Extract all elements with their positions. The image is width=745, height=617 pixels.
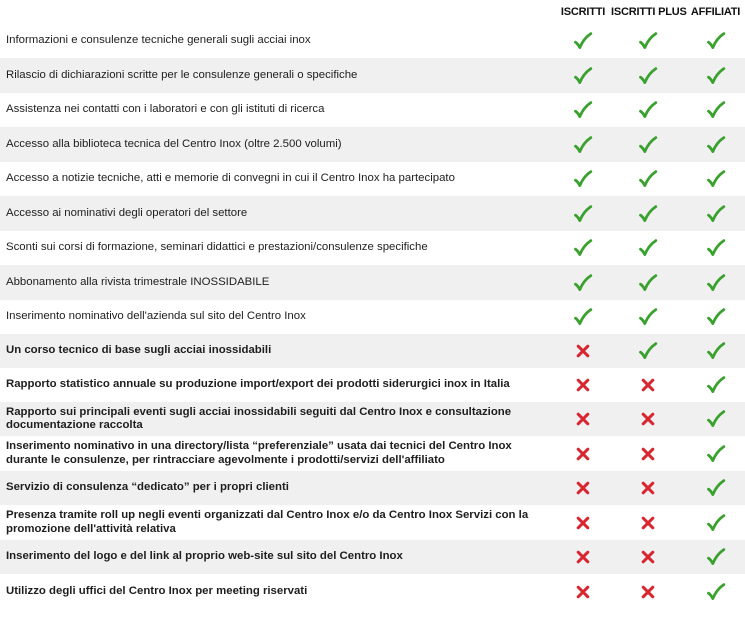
mark-affiliati bbox=[686, 93, 745, 127]
table-row-2 bbox=[0, 58, 745, 93]
mark-iscritti-plus bbox=[611, 505, 685, 540]
mark-iscritti-plus bbox=[611, 196, 685, 231]
check-icon bbox=[638, 273, 658, 293]
mark-iscritti bbox=[556, 58, 610, 93]
check-icon bbox=[638, 135, 658, 155]
feature-label bbox=[6, 127, 554, 162]
table-row-4 bbox=[0, 127, 745, 162]
check-icon bbox=[706, 341, 726, 361]
check-icon bbox=[638, 100, 658, 120]
mark-iscritti-plus bbox=[611, 574, 685, 609]
table-row-3 bbox=[0, 93, 745, 127]
mark-affiliati bbox=[686, 505, 745, 540]
feature-label-text: Accesso ai nominativi degli operatori del settore bbox=[6, 206, 248, 219]
mark-affiliati bbox=[686, 24, 745, 58]
table-row-12 bbox=[0, 402, 745, 436]
mark-iscritti bbox=[556, 265, 610, 300]
check-icon bbox=[638, 341, 658, 361]
mark-iscritti bbox=[556, 574, 610, 609]
feature-label bbox=[6, 436, 554, 471]
feature-label bbox=[6, 505, 554, 540]
feature-label-text: Accesso alla biblioteca tecnica del Centro Inox (oltre 2.500 volumi) bbox=[6, 137, 342, 150]
feature-label-text: Inserimento del logo e del link al proprio web-site sul sito del Centro Inox bbox=[6, 550, 403, 563]
mark-affiliati bbox=[686, 196, 745, 231]
feature-label bbox=[6, 93, 554, 127]
mark-iscritti bbox=[556, 93, 610, 127]
mark-affiliati bbox=[686, 300, 745, 334]
cross-icon bbox=[641, 378, 655, 392]
feature-label-text: Rilascio di dichiarazioni scritte per le consulenze generali o specifiche bbox=[6, 68, 358, 81]
table-row-14 bbox=[0, 471, 745, 505]
cross-icon bbox=[641, 481, 655, 495]
mark-iscritti-plus bbox=[611, 127, 685, 162]
mark-affiliati bbox=[686, 368, 745, 402]
check-icon bbox=[706, 478, 726, 498]
check-icon bbox=[706, 307, 726, 327]
mark-iscritti-plus bbox=[611, 58, 685, 93]
check-icon bbox=[706, 66, 726, 86]
mark-iscritti bbox=[556, 196, 610, 231]
mark-affiliati bbox=[686, 162, 745, 196]
mark-affiliati bbox=[686, 402, 745, 436]
cross-icon bbox=[641, 516, 655, 530]
cross-icon bbox=[576, 344, 590, 358]
table-row-11 bbox=[0, 368, 745, 402]
table-row-5 bbox=[0, 162, 745, 196]
feature-label-text: Inserimento nominativo in una directory/lista “preferenziale” usata dai tecnici del Centro Inox durante le consulenze, per rintracciare agevolmente i prodotti/servizi dell'affiliato bbox=[6, 440, 512, 466]
check-icon bbox=[706, 547, 726, 567]
mark-iscritti-plus bbox=[611, 24, 685, 58]
mark-iscritti bbox=[556, 127, 610, 162]
feature-label bbox=[6, 574, 554, 609]
feature-label bbox=[6, 231, 554, 265]
mark-iscritti-plus bbox=[611, 265, 685, 300]
mark-affiliati bbox=[686, 436, 745, 471]
check-icon bbox=[573, 169, 593, 189]
mark-iscritti-plus bbox=[611, 368, 685, 402]
cross-icon bbox=[641, 550, 655, 564]
feature-label-text: Assistenza nei contatti con i laboratori e con gli istituti di ricerca bbox=[6, 103, 325, 116]
table-row-13 bbox=[0, 436, 745, 471]
check-icon bbox=[638, 66, 658, 86]
check-icon bbox=[638, 204, 658, 224]
mark-affiliati bbox=[686, 58, 745, 93]
column-header-iscritti-plus: ISCRITTI PLUS bbox=[611, 6, 687, 18]
check-icon bbox=[638, 238, 658, 258]
table-row-7 bbox=[0, 231, 745, 265]
cross-icon bbox=[576, 516, 590, 530]
check-icon bbox=[706, 409, 726, 429]
check-icon bbox=[573, 307, 593, 327]
table-row-17 bbox=[0, 574, 745, 609]
feature-label-text: Accesso a notizie tecniche, atti e memorie di convegni in cui il Centro Inox ha partecipato bbox=[6, 172, 455, 185]
check-icon bbox=[706, 204, 726, 224]
check-icon bbox=[706, 169, 726, 189]
check-icon bbox=[573, 273, 593, 293]
cross-icon bbox=[641, 412, 655, 426]
cross-icon bbox=[576, 447, 590, 461]
mark-affiliati bbox=[686, 334, 745, 368]
check-icon bbox=[706, 135, 726, 155]
mark-affiliati bbox=[686, 231, 745, 265]
feature-label bbox=[6, 300, 554, 334]
mark-iscritti-plus bbox=[611, 93, 685, 127]
feature-label-text: Utilizzo degli uffici del Centro Inox per meeting riservati bbox=[6, 584, 308, 597]
table-row-1 bbox=[0, 24, 745, 58]
mark-affiliati bbox=[686, 574, 745, 609]
cross-icon bbox=[576, 378, 590, 392]
mark-affiliati bbox=[686, 540, 745, 574]
feature-label-text: Informazioni e consulenze tecniche generali sugli acciai inox bbox=[6, 34, 311, 47]
feature-label bbox=[6, 265, 554, 300]
mark-iscritti-plus bbox=[611, 300, 685, 334]
column-header-iscritti: ISCRITTI bbox=[560, 6, 606, 18]
mark-iscritti bbox=[556, 24, 610, 58]
feature-label-text: Un corso tecnico di base sugli acciai inossidabili bbox=[6, 344, 272, 357]
check-icon bbox=[706, 31, 726, 51]
feature-label bbox=[6, 540, 554, 574]
mark-iscritti bbox=[556, 471, 610, 505]
check-icon bbox=[573, 238, 593, 258]
mark-iscritti bbox=[556, 368, 610, 402]
cross-icon bbox=[641, 585, 655, 599]
mark-iscritti-plus bbox=[611, 162, 685, 196]
table-header bbox=[0, 0, 745, 24]
feature-label bbox=[6, 471, 554, 505]
table-row-15 bbox=[0, 505, 745, 540]
feature-label-text: Presenza tramite roll up negli eventi organizzati dal Centro Inox e/o da Centro Inox Servizi con la promozione dell'attività relativa bbox=[6, 509, 529, 535]
check-icon bbox=[573, 100, 593, 120]
mark-iscritti-plus bbox=[611, 471, 685, 505]
feature-label-text: Sconti sui corsi di formazione, seminari didattici e prestazioni/consulenze specifiche bbox=[6, 241, 428, 254]
table-row-16 bbox=[0, 540, 745, 574]
cross-icon bbox=[576, 412, 590, 426]
mark-iscritti bbox=[556, 300, 610, 334]
column-header-affiliati: AFFILIATI bbox=[690, 6, 741, 18]
check-icon bbox=[706, 100, 726, 120]
feature-label bbox=[6, 162, 554, 196]
cross-icon bbox=[576, 585, 590, 599]
mark-affiliati bbox=[686, 265, 745, 300]
feature-label bbox=[6, 196, 554, 231]
check-icon bbox=[706, 444, 726, 464]
table-row-10 bbox=[0, 334, 745, 368]
mark-iscritti-plus bbox=[611, 436, 685, 471]
cross-icon bbox=[576, 481, 590, 495]
feature-label bbox=[6, 58, 554, 93]
table-row-6 bbox=[0, 196, 745, 231]
mark-iscritti-plus bbox=[611, 231, 685, 265]
mark-iscritti bbox=[556, 540, 610, 574]
feature-label-text: Abbonamento alla rivista trimestrale INOSSIDABILE bbox=[6, 275, 270, 288]
mark-iscritti bbox=[556, 402, 610, 436]
check-icon bbox=[638, 31, 658, 51]
mark-iscritti-plus bbox=[611, 334, 685, 368]
check-icon bbox=[706, 582, 726, 602]
mark-iscritti bbox=[556, 436, 610, 471]
feature-label-text: Servizio di consulenza “dedicato” per i propri clienti bbox=[6, 481, 289, 494]
check-icon bbox=[638, 169, 658, 189]
check-icon bbox=[573, 204, 593, 224]
feature-label bbox=[6, 402, 554, 436]
mark-iscritti bbox=[556, 334, 610, 368]
feature-label bbox=[6, 24, 554, 58]
feature-label bbox=[6, 334, 554, 368]
table-row-8 bbox=[0, 265, 745, 300]
table-body bbox=[0, 24, 745, 609]
table-row-9 bbox=[0, 300, 745, 334]
check-icon bbox=[573, 31, 593, 51]
cross-icon bbox=[576, 550, 590, 564]
check-icon bbox=[638, 307, 658, 327]
check-icon bbox=[706, 375, 726, 395]
check-icon bbox=[706, 273, 726, 293]
mark-affiliati bbox=[686, 471, 745, 505]
mark-affiliati bbox=[686, 127, 745, 162]
mark-iscritti-plus bbox=[611, 402, 685, 436]
feature-label-text: Inserimento nominativo dell'azienda sul sito del Centro Inox bbox=[6, 310, 306, 323]
feature-label-text: Rapporto statistico annuale su produzione import/export dei prodotti siderurgici inox in Italia bbox=[6, 378, 510, 391]
cross-icon bbox=[641, 447, 655, 461]
check-icon bbox=[573, 66, 593, 86]
mark-iscritti-plus bbox=[611, 540, 685, 574]
feature-label-text: Rapporto sui principali eventi sugli acciai inossidabili seguiti dal Centro Inox e consultazione documentazione raccolta bbox=[6, 405, 512, 431]
mark-iscritti bbox=[556, 505, 610, 540]
check-icon bbox=[573, 135, 593, 155]
check-icon bbox=[706, 513, 726, 533]
feature-label bbox=[6, 368, 554, 402]
mark-iscritti bbox=[556, 162, 610, 196]
check-icon bbox=[706, 238, 726, 258]
mark-iscritti bbox=[556, 231, 610, 265]
